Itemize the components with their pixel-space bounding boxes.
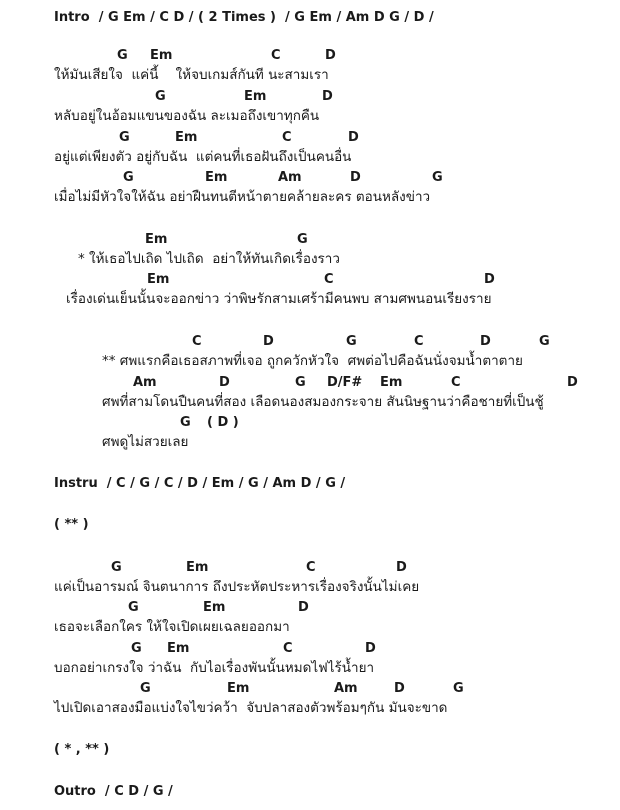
chord: G xyxy=(131,641,142,656)
chord: Em xyxy=(227,681,250,696)
instrumental-line: Instru / C / G / C / D / Em / G / Am D / G / xyxy=(54,476,346,491)
lyric-line: ศพที่สามโดนปืนคนที่สอง เลือดนองสมองกระจาย สันนิษฐานว่าคือชายที่เป็นชู้ xyxy=(102,394,544,410)
chord: G xyxy=(295,375,306,390)
chord: G xyxy=(346,334,357,349)
chord-row xyxy=(0,559,620,577)
chord-row xyxy=(0,333,620,351)
chord: Em xyxy=(244,89,267,104)
chord: D xyxy=(263,334,274,349)
chord: Em xyxy=(150,48,173,63)
chord: D xyxy=(484,272,495,287)
chord: G xyxy=(119,130,130,145)
chord: G xyxy=(140,681,151,696)
chord: C xyxy=(282,130,292,145)
lyric-line: ** ศพแรกคือเธอสภาพที่เจอ ถูกควักหัวใจ ศพต่อไปคือฉันนั่งจมน้ำตาตาย xyxy=(102,353,523,369)
chord: D xyxy=(396,560,407,575)
chord: D xyxy=(365,641,376,656)
lyric-line: เมื่อไม่มีหัวใจให้ฉัน อย่าฝืนทนตีหน้าตายคล้ายละคร ตอนหลังข่าว xyxy=(54,189,431,205)
chord: Em xyxy=(380,375,403,390)
chord: G xyxy=(432,170,443,185)
chord-row xyxy=(0,271,620,289)
chord: C xyxy=(192,334,202,349)
chord: D xyxy=(480,334,491,349)
lyric-line: เธอจะเลือกใคร ให้ใจเปิดเผยเฉลยออกมา xyxy=(54,619,290,635)
chord: Am xyxy=(334,681,358,696)
repeat-all-chorus-marker: ( * , ** ) xyxy=(54,742,110,757)
chord: G xyxy=(453,681,464,696)
chord: Em xyxy=(167,641,190,656)
chord: Em xyxy=(186,560,209,575)
chord: G xyxy=(123,170,134,185)
chord: D/F# xyxy=(327,375,363,390)
chord: Am xyxy=(133,375,157,390)
chord: G xyxy=(539,334,550,349)
chord: Em xyxy=(203,600,226,615)
lyric-line: บอกอย่าเกรงใจ ว่าฉัน กับไอเรื่องพันนั้นหมดไฟไร้น้ำยา xyxy=(54,660,375,676)
chord: Em xyxy=(175,130,198,145)
chord-row xyxy=(0,599,620,617)
chord: C xyxy=(414,334,424,349)
chord: Em xyxy=(145,232,168,247)
lyric-line: ให้มันเสียใจ แค่นี้ ให้จบเกมส์กันที นะสามเรา xyxy=(54,67,329,83)
lyric-line: เรื่องเด่นเย็นนั้นจะออกข่าว ว่าพิษรักสามเศร้ามีคนพบ สามศพนอนเรียงราย xyxy=(66,291,492,307)
outro-line: Outro / C D / G / xyxy=(54,784,173,799)
chord: C xyxy=(451,375,461,390)
chord: C xyxy=(306,560,316,575)
intro-line: Intro / G Em / C D / ( 2 Times ) / G Em / Am D G / D / xyxy=(54,10,434,25)
chord: G xyxy=(297,232,308,247)
chord: G xyxy=(117,48,128,63)
chord: D xyxy=(219,375,230,390)
chord: Am xyxy=(278,170,302,185)
chord: D xyxy=(325,48,336,63)
lyric-line: ศพดูไม่สวยเลย xyxy=(102,434,189,450)
chord: G xyxy=(155,89,166,104)
chord-row xyxy=(0,231,620,249)
chord: ( D ) xyxy=(207,415,239,430)
chord: D xyxy=(348,130,359,145)
chord-row xyxy=(0,414,620,432)
lyric-line: แค่เป็นอารมณ์ จินตนาการ ถึงประหัตประหารเรื่องจริงนั้นไม่เคย xyxy=(54,579,420,595)
chord: D xyxy=(394,681,405,696)
chord: G xyxy=(111,560,122,575)
chord: G xyxy=(180,415,191,430)
chord-row xyxy=(0,47,620,65)
chord: D xyxy=(298,600,309,615)
repeat-chorus-marker: ( ** ) xyxy=(54,517,89,532)
chord: Em xyxy=(147,272,170,287)
chord-row xyxy=(0,374,620,392)
chord: Em xyxy=(205,170,228,185)
chord: D xyxy=(322,89,333,104)
lyric-line: หลับอยู่ในอ้อมแขนของฉัน ละเมอถึงเขาทุกคืน xyxy=(54,108,320,124)
chord: C xyxy=(324,272,334,287)
chord-row xyxy=(0,640,620,658)
lyric-line: อยู่แต่เพียงตัว อยู่กับฉัน แต่คนที่เธอฝันถึงเป็นคนอื่น xyxy=(54,149,352,165)
lyric-line: ไปเปิดเอาสองมือแบ่งใจไขว่คว้า จับปลาสองตัวพร้อมๆกัน มันจะขาด xyxy=(54,700,448,716)
chord-row xyxy=(0,169,620,187)
chord: C xyxy=(283,641,293,656)
chord: C xyxy=(271,48,281,63)
chord-row xyxy=(0,88,620,106)
chord-row xyxy=(0,129,620,147)
chord: G xyxy=(128,600,139,615)
chord: D xyxy=(350,170,361,185)
chord: D xyxy=(567,375,578,390)
lyric-line: * ให้เธอไปเถิด ไปเถิด อย่าให้ทันเกิดเรื่องราว xyxy=(78,251,340,267)
chord-row xyxy=(0,680,620,698)
